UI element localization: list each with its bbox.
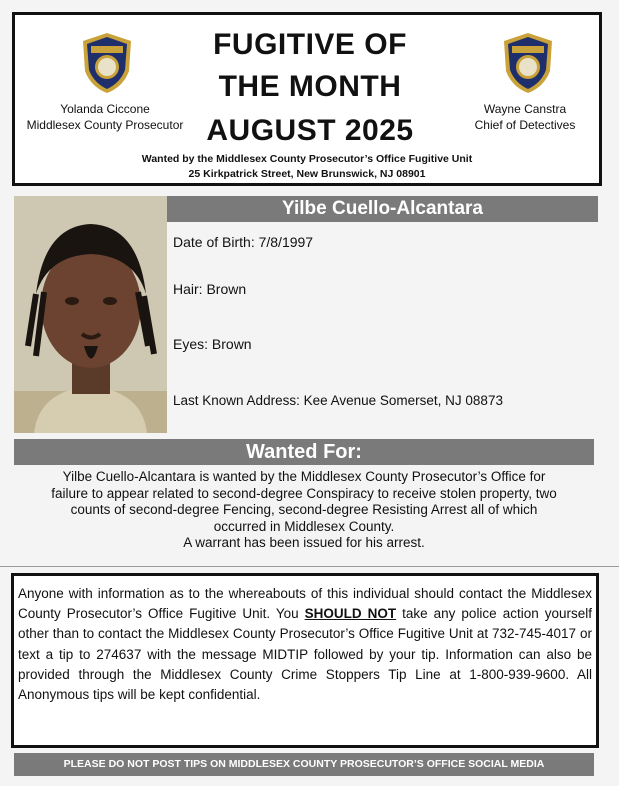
chief-role: Chief of Detectives (474, 118, 576, 132)
title-line-3: AUGUST 2025 (206, 114, 414, 147)
wanted-for-description (14, 469, 594, 552)
header-box (12, 12, 602, 186)
title-line-2: THE MONTH (218, 70, 402, 103)
date-of-birth: Date of Birth: 7/8/1997 (173, 234, 314, 250)
chief-info (435, 101, 615, 133)
tip-text (18, 584, 592, 705)
wanted-for-heading: Wanted For: (14, 439, 594, 465)
wanted-line: failure to appear related to second-degree Conspiracy to receive stolen property, two (51, 485, 557, 501)
hair-color: Hair: Brown (173, 281, 247, 297)
wanted-line: Yilbe Cuello-Alcantara is wanted by the Middlesex County Prosecutor’s Office for (62, 469, 546, 484)
address-line: 25 Kirkpatrick Street, New Brunswick, NJ 08901 (188, 168, 426, 180)
prosecutor-badge-icon (500, 31, 556, 95)
fugitive-name: Yilbe Cuello-Alcantara (167, 196, 598, 222)
eye-color: Eyes: Brown (173, 336, 252, 352)
wanted-line: counts of second-degree Fencing, second-degree Resisting Arrest all of which (70, 502, 538, 518)
tip-emphasis: SHOULD NOT (304, 606, 397, 622)
prosecutor-badge-icon (79, 31, 135, 95)
tip-box (11, 573, 599, 748)
chief-name: Wayne Canstra (483, 102, 567, 116)
unit-line: Wanted by the Middlesex County Prosecutor’s Office Fugitive Unit (141, 153, 473, 165)
title-line-1: FUGITIVE OF (213, 28, 407, 61)
wanted-line: occurred in Middlesex County. (213, 518, 395, 534)
prosecutor-role: Middlesex County Prosecutor (26, 118, 184, 132)
social-media-notice: PLEASE DO NOT POST TIPS ON MIDDLESEX COUNTY PROSECUTOR’S OFFICE SOCIAL MEDIA (14, 753, 594, 776)
tip-text-part1: Anyone with information as to the whereabouts of this individual should contact the Middlesex County Prosecutor’s Office Fugitive Unit. You (18, 586, 592, 622)
divider (0, 566, 619, 567)
prosecutor-name: Yolanda Ciccone (60, 102, 150, 116)
fugitive-photo (14, 196, 167, 433)
prosecutor-info (15, 101, 195, 133)
last-known-address: Last Known Address: Kee Avenue Somerset, NJ 08873 (173, 393, 503, 408)
tip-text-part2: take any police action yourself other than to contact the Middlesex County Prosecutor’s Office Fugitive Unit at 732-745-4017 or text a tip to 274637 with the message MIDTIP followed by your tip. Information can also be provided through the Middlesex County Crime Stoppers Tip Line at 1-800-939-9600. All Anonymous tips will be kept confidential. (18, 606, 592, 703)
warrant-notice: A warrant has been issued for his arrest. (183, 535, 425, 551)
